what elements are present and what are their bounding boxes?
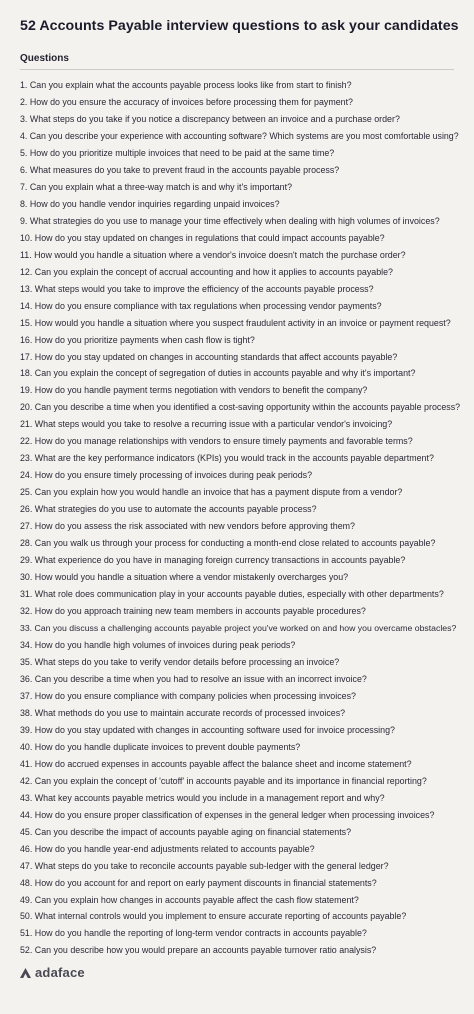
question-item: 23. What are the key performance indicators (KPIs) you would track in the accounts payable department? <box>20 453 434 464</box>
question-item: 24. How do you ensure timely processing of invoices during peak periods? <box>20 470 313 481</box>
question-item: 40. How do you handle duplicate invoices to prevent double payments? <box>20 741 301 752</box>
brand-name: adaface <box>35 964 85 980</box>
question-item: 1. Can you explain what the accounts payable process looks like from start to finish? <box>20 80 352 90</box>
question-item: 14. How do you ensure compliance with tax regulations when processing vendor payments? <box>20 300 382 311</box>
question-item: 35. What steps do you take to verify vendor details before processing an invoice? <box>20 656 340 667</box>
question-item: 46. How do you handle year-end adjustments related to accounts payable? <box>20 843 315 854</box>
question-item: 47. What steps do you take to reconcile accounts payable sub-ledger with the general ledger? <box>20 860 389 871</box>
question-list <box>20 77 460 959</box>
question-item: 11. How would you handle a situation where a vendor's invoice doesn't match the purchase order? <box>20 249 406 260</box>
question-item: 44. How do you ensure proper classification of expenses in the general ledger when processing invoices? <box>20 809 435 820</box>
question-item: 19. How do you handle payment terms negotiation with vendors to benefit the company? <box>20 385 368 396</box>
question-item: 8. How do you handle vendor inquiries regarding unpaid invoices? <box>20 198 280 209</box>
question-item: 12. Can you explain the concept of accrual accounting and how it applies to accounts payable? <box>20 266 393 277</box>
question-item: 37. How do you ensure compliance with company policies when processing invoices? <box>20 690 356 701</box>
question-item: 5. How do you prioritize multiple invoices that need to be paid at the same time? <box>20 147 335 158</box>
question-item: 16. How do you prioritize payments when cash flow is tight? <box>20 334 255 345</box>
question-item: 26. What strategies do you use to automate the accounts payable process? <box>20 504 317 515</box>
question-item: 41. How do accrued expenses in accounts payable affect the balance sheet and income statement? <box>20 758 412 769</box>
question-item: 7. Can you explain what a three-way match is and why it's important? <box>20 181 293 192</box>
page-title: 52 Accounts Payable interview questions to ask your candidates <box>20 18 459 34</box>
question-item: 15. How would you handle a situation where you suspect fraudulent activity in an invoice or payment request? <box>20 317 451 328</box>
question-item: 27. How do you assess the risk associated with new vendors before approving them? <box>20 521 355 532</box>
question-item: 34. How do you handle high volumes of invoices during peak periods? <box>20 639 296 650</box>
question-item: 49. Can you explain how changes in accounts payable affect the cash flow statement? <box>20 894 359 905</box>
question-item: 18. Can you explain the concept of segregation of duties in accounts payable and why it's important? <box>20 368 416 379</box>
question-item: 29. What experience do you have in managing foreign currency transactions in accounts payable? <box>20 555 406 566</box>
question-item: 28. Can you walk us through your process for conducting a month-end close related to accounts payable? <box>20 538 436 549</box>
question-item: 51. How do you handle the reporting of long-term vendor contracts in accounts payable? <box>20 928 367 939</box>
question-item: 20. Can you describe a time when you identified a cost-saving opportunity within the accounts payable process? <box>20 402 461 413</box>
question-item: 30. How would you handle a situation where a vendor mistakenly overcharges you? <box>20 572 349 583</box>
question-item: 25. Can you explain how you would handle an invoice that has a payment dispute from a vendor? <box>20 487 403 498</box>
brand-footer <box>20 963 85 981</box>
question-item: 50. What internal controls would you implement to ensure accurate reporting of accounts payable? <box>20 911 407 922</box>
question-item: 36. Can you describe a time when you had to resolve an issue with an incorrect invoice? <box>20 673 367 684</box>
adaface-logo-icon <box>20 967 31 978</box>
section-label: Questions <box>20 53 69 64</box>
question-item: 33. Can you discuss a challenging accounts payable project you've worked on and how you overcame obstacles? <box>20 623 457 633</box>
question-item: 48. How do you account for and report on early payment discounts in financial statements? <box>20 877 377 888</box>
question-item: 43. What key accounts payable metrics would you include in a management report and why? <box>20 792 385 803</box>
section-divider <box>20 69 454 70</box>
question-item: 13. What steps would you take to improve the efficiency of the accounts payable process? <box>20 283 374 294</box>
question-item: 32. How do you approach training new team members in accounts payable procedures? <box>20 606 366 617</box>
question-item: 39. How do you stay updated with changes in accounting software used for invoice processing? <box>20 724 395 735</box>
question-item: 10. How do you stay updated on changes in regulations that could impact accounts payable? <box>20 232 385 243</box>
question-item: 31. What role does communication play in your accounts payable duties, especially with other departments? <box>20 589 444 600</box>
question-item: 52. Can you describe how you would prepare an accounts payable turnover ratio analysis? <box>20 945 377 956</box>
question-item: 21. What steps would you take to resolve a recurring issue with a particular vendor's invoicing? <box>20 419 393 430</box>
question-item: 9. What strategies do you use to manage your time effectively when dealing with high volumes of invoices? <box>20 215 440 226</box>
question-item: 2. How do you ensure the accuracy of invoices before processing them for payment? <box>20 96 353 107</box>
question-item: 4. Can you describe your experience with accounting software? Which systems are you most comfortable using? <box>20 130 459 141</box>
question-item: 17. How do you stay updated on changes in accounting standards that affect accounts payable? <box>20 351 398 362</box>
question-item: 22. How do you manage relationships with vendors to ensure timely payments and favorable terms? <box>20 436 413 447</box>
question-item: 3. What steps do you take if you notice a discrepancy between an invoice and a purchase order? <box>20 113 400 124</box>
question-item: 42. Can you explain the concept of 'cutoff' in accounts payable and its importance in financial reporting? <box>20 775 427 786</box>
question-item: 38. What methods do you use to maintain accurate records of processed invoices? <box>20 707 346 718</box>
question-item: 45. Can you describe the impact of accounts payable aging on financial statements? <box>20 826 352 837</box>
question-item: 6. What measures do you take to prevent fraud in the accounts payable process? <box>20 164 340 175</box>
